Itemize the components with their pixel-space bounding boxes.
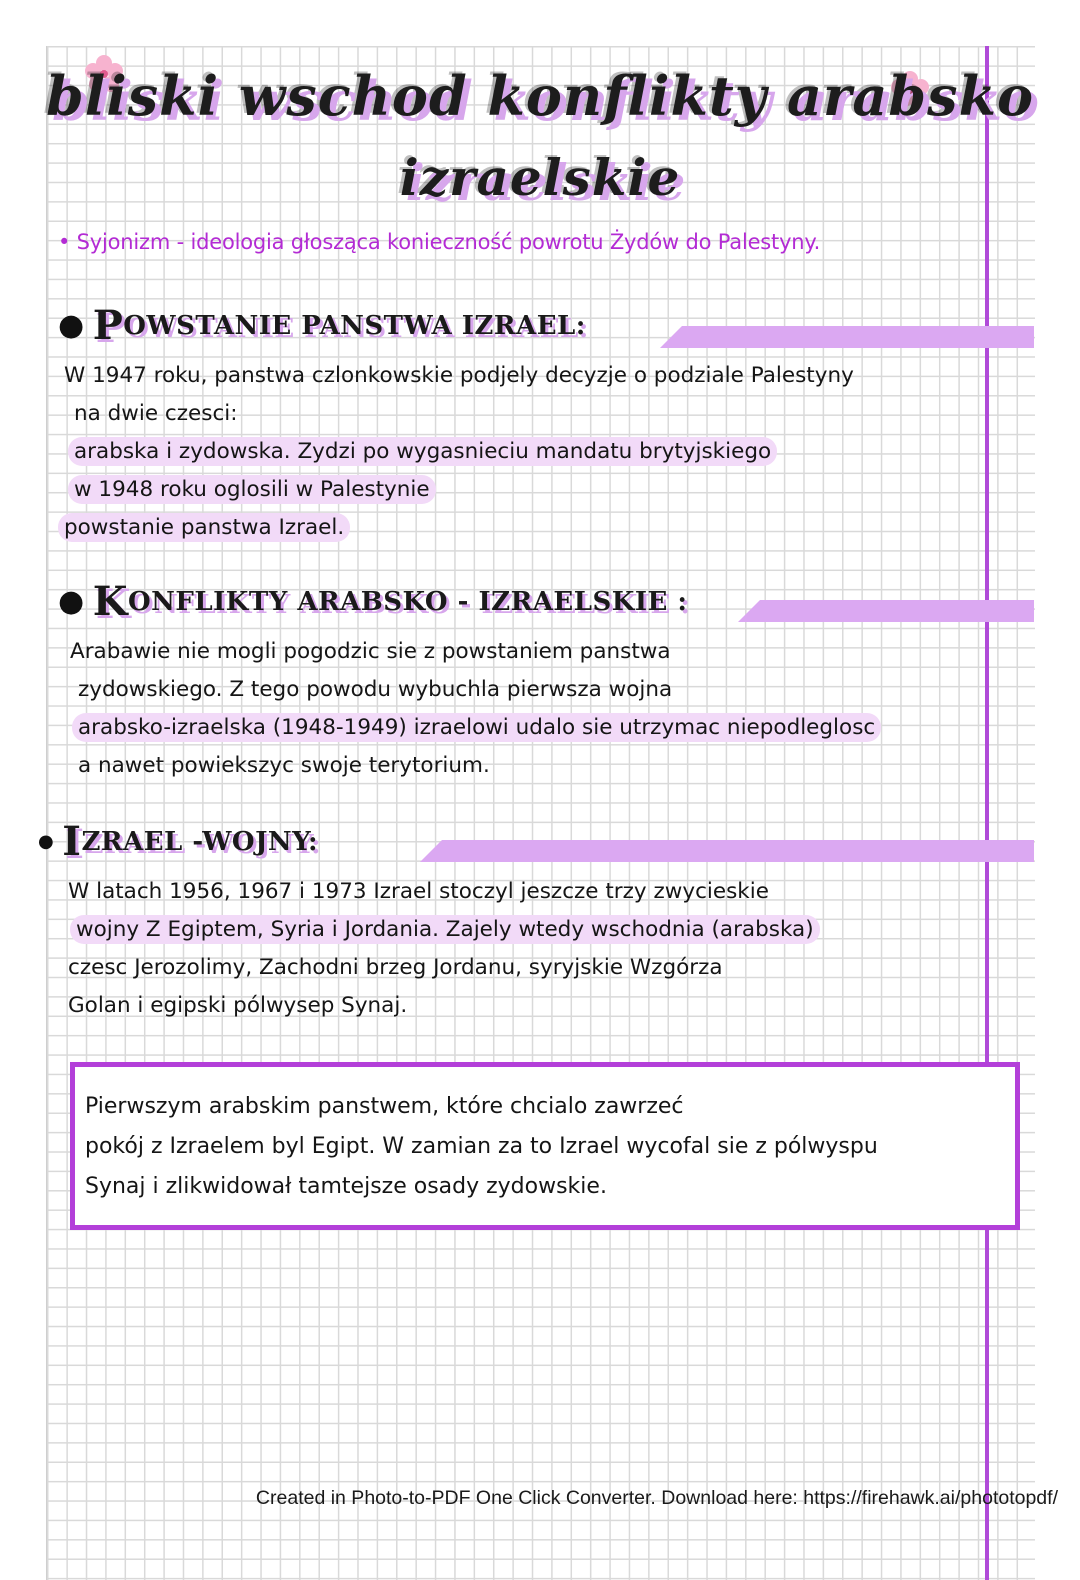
bullet-icon: ● bbox=[58, 308, 85, 343]
section-text-konflikty: Arabawie nie mogli pogodzic sie z powstaniem panstwa zydowskiego. Z tego powodu wybuchla pierwsza wojna arabsko-izraelska (1948-1949) izraelowi udalo sie utrzymac niepodleglosc a nawet powiekszyc swoje terytorium. bbox=[70, 633, 881, 785]
heading-stripe bbox=[738, 600, 1034, 622]
definition-syjonizm: • Syjonizm - ideologia głosząca konieczność powrotu Żydów do Palestyny. bbox=[58, 230, 821, 254]
bullet-icon: ● bbox=[38, 831, 55, 852]
section-heading-izrael-wojny: ● I ZRAEL -WOJNY: bbox=[38, 818, 319, 865]
footer-watermark: Created in Photo-to-PDF One Click Converter. Download here: https://firehawk.ai/phototopdf/ bbox=[255, 1487, 1058, 1509]
margin-line bbox=[985, 46, 989, 1580]
heading-stripe bbox=[660, 326, 1034, 348]
section-text-izrael-wojny: W latach 1956, 1967 i 1973 Izrael stoczyl jeszcze trzy zwycieskie wojny Z Egiptem, Syria i Jordania. Zajely wtedy wschodnia (arabska) czesc Jerozolimy, Zachodni brzeg Jordanu, syryjskie Wzgórza Golan i egipski pólwysep Synaj. bbox=[68, 873, 820, 1025]
section-heading-powstanie: ● P OWSTANIE PANSTWA IZRAEL: bbox=[58, 302, 586, 349]
bullet-icon: ● bbox=[58, 584, 85, 619]
grid-paper bbox=[46, 46, 1034, 1580]
summary-text: Pierwszym arabskim panstwem, które chcialo zawrzeć pokój z Izraelem byl Egipt. W zamian za to Izrael wycofal sie z pólwyspu Synaj i zlikwidował tamtejsze osady zydowskie. bbox=[85, 1094, 878, 1199]
summary-box bbox=[70, 1062, 1020, 1230]
section-heading-konflikty: ● K ONFLIKTY ARABSKO - IZRAELSKIE : bbox=[58, 578, 688, 625]
heading-stripe bbox=[420, 840, 1034, 862]
section-text-powstanie: W 1947 roku, panstwa czlonkowskie podjely decyzje o podziale Palestyny na dwie czesci: arabska i zydowska. Zydzi po wygasnieciu mandatu brytyjskiego w 1948 roku oglosili w Palestynie powstanie panstwa Izrael. bbox=[64, 357, 854, 547]
page-title: bliski wschod konflikty arabsko bbox=[45, 64, 1035, 128]
page-title-line-2: izraelskie bbox=[399, 148, 681, 207]
